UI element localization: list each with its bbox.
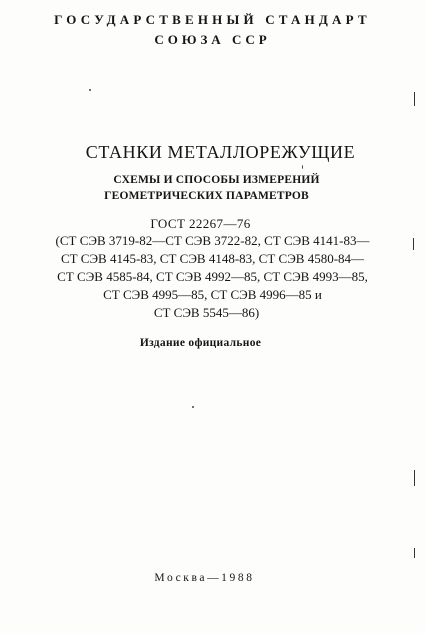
subtitle-line-2: ГЕОМЕТРИЧЕСКИХ ПАРАМЕТРОВ	[104, 190, 309, 202]
document-title: СТАНКИ МЕТАЛЛОРЕЖУЩИЕ	[85, 142, 356, 162]
header-line-1: ГОСУДАРСТВЕННЫЙ СТАНДАРТ	[54, 12, 371, 27]
scan-edge-mark	[414, 548, 415, 558]
scan-edge-mark	[414, 92, 415, 106]
header-line-2: СОЮЗА ССР	[154, 32, 271, 47]
scan-edge-mark	[414, 470, 415, 486]
subtitle-line-1: СХЕМЫ И СПОСОБЫ ИЗМЕРЕНИЙ	[113, 174, 320, 186]
standards-line-2: СТ СЭВ 4145-83, СТ СЭВ 4148-83, СТ СЭВ 4580-84—	[60, 251, 365, 266]
standards-line-4: СТ СЭВ 4995—85, СТ СЭВ 4996—85 и	[103, 287, 322, 302]
standards-line-5: СТ СЭВ 5545—86)	[153, 305, 260, 320]
scan-speck	[192, 406, 194, 408]
publication-place-year: Москва—1988	[154, 572, 255, 584]
scan-speck	[302, 165, 303, 169]
edition-note: Издание официальное	[139, 337, 262, 349]
scan-edge-mark	[413, 238, 414, 250]
gost-number: ГОСТ 22267—76	[150, 216, 251, 231]
standards-line-3: СТ СЭВ 4585-84, СТ СЭВ 4992—85, СТ СЭВ 4993—85,	[57, 269, 368, 284]
standards-line-1: (СТ СЭВ 3719-82—СТ СЭВ 3722-82, СТ СЭВ 4141-83—	[55, 233, 370, 248]
scan-speck	[89, 89, 91, 91]
